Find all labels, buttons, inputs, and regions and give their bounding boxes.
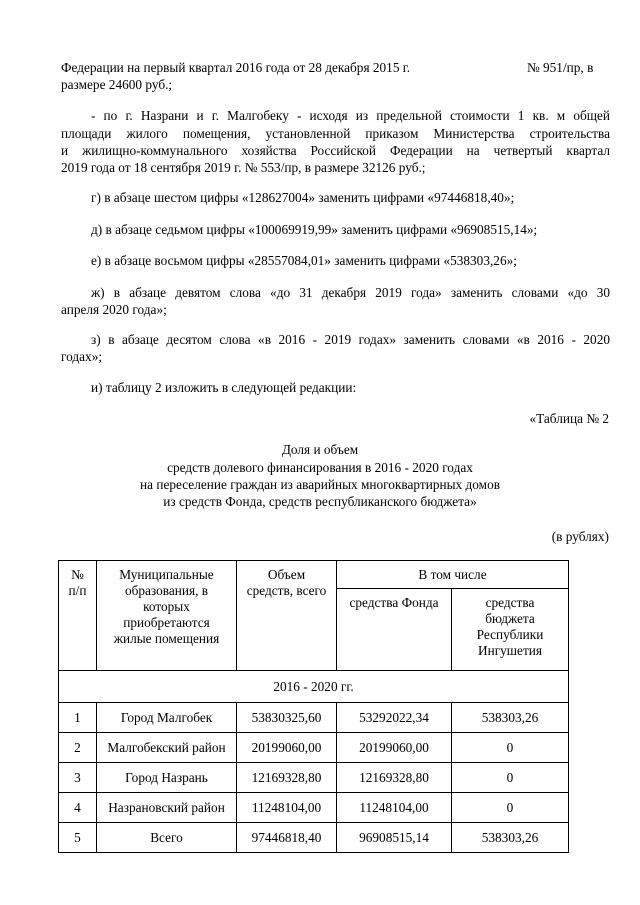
paragraph-line: и жилищно-коммунального хозяйства Российской Федерации на четвертый квартал xyxy=(61,143,610,158)
cell-municipality: Город Назрань xyxy=(97,763,237,793)
cell-budget: 0 xyxy=(452,733,569,763)
paragraph-line: г) в абзаце шестом цифры «128627004» заменить цифрами «97446818,40»; xyxy=(91,190,515,205)
table-title-line: средств долевого финансирования в 2016 - 2020 годах xyxy=(167,460,473,475)
paragraph-line: и) таблицу 2 изложить в следующей редакции: xyxy=(91,380,357,395)
cell-number: 5 xyxy=(59,823,97,853)
cell-fund: 96908515,14 xyxy=(337,823,452,853)
table-row xyxy=(59,793,569,823)
cell-fund: 12169328,80 xyxy=(337,763,452,793)
cell-fund: 53292022,34 xyxy=(337,703,452,733)
table-row xyxy=(59,823,569,853)
cell-number: 4 xyxy=(59,793,97,823)
cell-municipality: Назрановский район xyxy=(97,793,237,823)
paragraph-line: годах»; xyxy=(61,349,103,364)
table-title-line: Доля и объем xyxy=(281,442,359,457)
table-row xyxy=(59,703,569,733)
order-number: № 951/пр, в xyxy=(527,60,594,75)
cell-number: 2 xyxy=(59,733,97,763)
cell-number: 3 xyxy=(59,763,97,793)
paragraph-line: ж) в абзаце девятом слова «до 31 декабря 2019 года» заменить словами «до 30 xyxy=(91,285,610,300)
paragraph-line: - по г. Назрани и г. Малгобеку - исходя из предельной стоимости 1 кв. м общей xyxy=(91,108,610,123)
cell-total: 12169328,80 xyxy=(237,763,337,793)
paragraph-line: размере 24600 руб.; xyxy=(61,77,173,92)
cell-budget: 0 xyxy=(452,793,569,823)
cell-fund: 11248104,00 xyxy=(337,793,452,823)
table-title-line: на переселение граждан из аварийных многоквартирных домов xyxy=(140,477,500,492)
cell-total: 11248104,00 xyxy=(237,793,337,823)
header-including: В том числе xyxy=(337,561,569,589)
table-title-line: из средств Фонда, средств республиканского бюджета» xyxy=(163,494,477,509)
paragraph-line: 2019 года от 18 сентября 2019 г. № 553/пр, в размере 32126 руб.; xyxy=(61,160,426,175)
paragraph-line: апреля 2020 года»; xyxy=(61,302,167,317)
cell-municipality: Город Малгобек xyxy=(97,703,237,733)
cell-fund: 20199060,00 xyxy=(337,733,452,763)
units-note: (в рублях) xyxy=(551,529,609,544)
header-total: Объем средств, всего xyxy=(237,561,337,671)
header-fund: средства Фонда xyxy=(337,589,452,671)
cell-total: 20199060,00 xyxy=(237,733,337,763)
cell-number: 1 xyxy=(59,703,97,733)
paragraph-line: е) в абзаце восьмом цифры «28557084,01» заменить цифрами «538303,26»; xyxy=(91,253,517,268)
cell-municipality: Малгобекский район xyxy=(97,733,237,763)
paragraph-line: з) в абзаце десятом слова «в 2016 - 2019 годах» заменить словами «в 2016 - 2020 xyxy=(91,332,610,347)
paragraph-line: площади жилого помещения, установленной приказом Министерства строительства xyxy=(61,126,610,141)
period-row: 2016 - 2020 гг. xyxy=(59,671,569,703)
table-label: «Таблица № 2 xyxy=(529,411,609,426)
header-municipality: Муниципальные образования, в которых приобретаются жилые помещения xyxy=(97,561,237,671)
cell-budget: 538303,26 xyxy=(452,823,569,853)
header-number: № п/п xyxy=(59,561,97,671)
paragraph-line: д) в абзаце седьмом цифры «100069919,99» заменить цифрами «96908515,14»; xyxy=(91,222,538,237)
table-row xyxy=(59,733,569,763)
paragraph-line: Федерации на первый квартал 2016 года от 28 декабря 2015 г. xyxy=(61,60,411,75)
table-row xyxy=(59,763,569,793)
funding-table xyxy=(58,560,569,853)
cell-total: 53830325,60 xyxy=(237,703,337,733)
cell-budget: 0 xyxy=(452,763,569,793)
cell-total: 97446818,40 xyxy=(237,823,337,853)
cell-municipality: Всего xyxy=(97,823,237,853)
cell-budget: 538303,26 xyxy=(452,703,569,733)
header-budget: средства бюджета Республики Ингушетия xyxy=(452,589,569,671)
